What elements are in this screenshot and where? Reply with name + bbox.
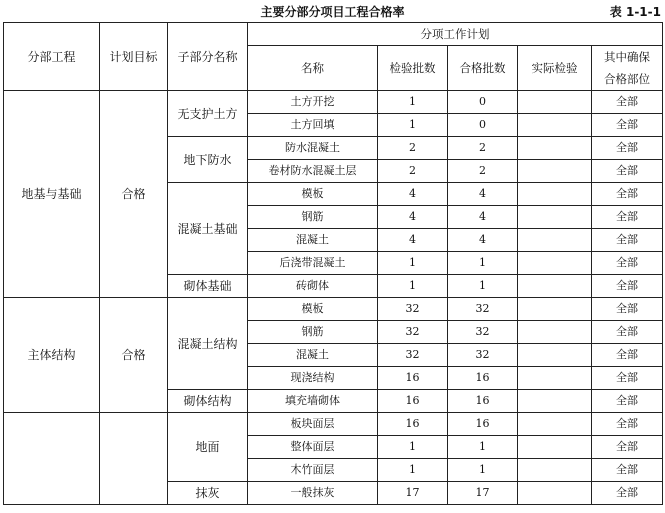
header-subdivision: 子部分名称 [168, 23, 248, 91]
subdivision-cell: 混凝土基础 [168, 183, 248, 275]
ensure-cell: 全部 [592, 206, 663, 229]
ensure-cell: 全部 [592, 298, 663, 321]
item-name-cell: 一般抹灰 [248, 482, 378, 505]
actual-cell [518, 321, 592, 344]
inspect-batches-cell: 1 [378, 91, 448, 114]
subdivision-cell: 地面 [168, 413, 248, 482]
division-cell [4, 413, 100, 505]
table-row [4, 91, 663, 114]
subdivision-cell: 无支护土方 [168, 91, 248, 137]
actual-cell [518, 459, 592, 482]
ensure-cell: 全部 [592, 114, 663, 137]
actual-cell [518, 229, 592, 252]
pass-batches-cell: 2 [448, 137, 518, 160]
subdivision-cell: 砌体结构 [168, 390, 248, 413]
header-pass-batches: 合格批数 [448, 46, 518, 91]
ensure-cell: 全部 [592, 367, 663, 390]
header-name: 名称 [248, 46, 378, 91]
ensure-cell: 全部 [592, 482, 663, 505]
target-cell: 合格 [100, 91, 168, 298]
item-name-cell: 土方回填 [248, 114, 378, 137]
subdivision-cell: 抹灰 [168, 482, 248, 505]
inspect-batches-cell: 16 [378, 367, 448, 390]
ensure-cell: 全部 [592, 160, 663, 183]
actual-cell [518, 344, 592, 367]
item-name-cell: 模板 [248, 298, 378, 321]
target-cell: 合格 [100, 298, 168, 413]
item-name-cell: 板块面层 [248, 413, 378, 436]
actual-cell [518, 252, 592, 275]
pass-batches-cell: 1 [448, 459, 518, 482]
pass-batches-cell: 16 [448, 367, 518, 390]
pass-batches-cell: 1 [448, 275, 518, 298]
ensure-cell: 全部 [592, 390, 663, 413]
inspect-batches-cell: 4 [378, 183, 448, 206]
item-name-cell: 木竹面层 [248, 459, 378, 482]
actual-cell [518, 183, 592, 206]
pass-rate-table [3, 22, 663, 505]
pass-batches-cell: 16 [448, 413, 518, 436]
ensure-cell: 全部 [592, 252, 663, 275]
inspect-batches-cell: 4 [378, 206, 448, 229]
table-number: 表 1-1-1 [609, 5, 661, 19]
ensure-cell: 全部 [592, 436, 663, 459]
actual-cell [518, 114, 592, 137]
item-name-cell: 钢筋 [248, 321, 378, 344]
target-cell [100, 413, 168, 505]
actual-cell [518, 91, 592, 114]
actual-cell [518, 298, 592, 321]
inspect-batches-cell: 32 [378, 298, 448, 321]
actual-cell [518, 160, 592, 183]
item-name-cell: 混凝土 [248, 229, 378, 252]
ensure-cell: 全部 [592, 229, 663, 252]
item-name-cell: 砖砌体 [248, 275, 378, 298]
header-inspect-batches: 检验批数 [378, 46, 448, 91]
header-ensure [592, 46, 663, 91]
inspect-batches-cell: 1 [378, 275, 448, 298]
inspect-batches-cell: 1 [378, 436, 448, 459]
header-ensure-line2: 合格部位 [604, 72, 650, 86]
actual-cell [518, 275, 592, 298]
inspect-batches-cell: 1 [378, 114, 448, 137]
inspect-batches-cell: 2 [378, 137, 448, 160]
ensure-cell: 全部 [592, 183, 663, 206]
pass-batches-cell: 16 [448, 390, 518, 413]
ensure-cell: 全部 [592, 321, 663, 344]
subdivision-cell: 砌体基础 [168, 275, 248, 298]
header-division: 分部工程 [4, 23, 100, 91]
header-target: 计划目标 [100, 23, 168, 91]
inspect-batches-cell: 16 [378, 413, 448, 436]
pass-batches-cell: 4 [448, 229, 518, 252]
item-name-cell: 卷材防水混凝土层 [248, 160, 378, 183]
item-name-cell: 整体面层 [248, 436, 378, 459]
pass-batches-cell: 4 [448, 206, 518, 229]
subdivision-cell: 地下防水 [168, 137, 248, 183]
pass-batches-cell: 17 [448, 482, 518, 505]
inspect-batches-cell: 2 [378, 160, 448, 183]
item-name-cell: 填充墙砌体 [248, 390, 378, 413]
item-name-cell: 后浇带混凝土 [248, 252, 378, 275]
actual-cell [518, 390, 592, 413]
inspect-batches-cell: 1 [378, 252, 448, 275]
inspect-batches-cell: 32 [378, 321, 448, 344]
pass-batches-cell: 32 [448, 344, 518, 367]
actual-cell [518, 436, 592, 459]
pass-batches-cell: 1 [448, 436, 518, 459]
actual-cell [518, 413, 592, 436]
item-name-cell: 土方开挖 [248, 91, 378, 114]
pass-batches-cell: 32 [448, 298, 518, 321]
header-ensure-line1: 其中确保 [604, 50, 650, 64]
ensure-cell: 全部 [592, 137, 663, 160]
ensure-cell: 全部 [592, 413, 663, 436]
division-cell: 地基与基础 [4, 91, 100, 298]
inspect-batches-cell: 32 [378, 344, 448, 367]
division-cell: 主体结构 [4, 298, 100, 413]
inspect-batches-cell: 17 [378, 482, 448, 505]
header-row-1 [4, 23, 663, 46]
item-name-cell: 现浇结构 [248, 367, 378, 390]
ensure-cell: 全部 [592, 344, 663, 367]
item-name-cell: 混凝土 [248, 344, 378, 367]
actual-cell [518, 367, 592, 390]
inspect-batches-cell: 16 [378, 390, 448, 413]
ensure-cell: 全部 [592, 459, 663, 482]
actual-cell [518, 137, 592, 160]
table-title-bar [0, 3, 665, 19]
item-name-cell: 模板 [248, 183, 378, 206]
actual-cell [518, 482, 592, 505]
subdivision-cell: 混凝土结构 [168, 298, 248, 390]
pass-batches-cell: 4 [448, 183, 518, 206]
ensure-cell: 全部 [592, 275, 663, 298]
pass-batches-cell: 2 [448, 160, 518, 183]
table-row [4, 413, 663, 436]
inspect-batches-cell: 1 [378, 459, 448, 482]
pass-batches-cell: 0 [448, 91, 518, 114]
actual-cell [518, 206, 592, 229]
table-title: 主要分部分项目工程合格率 [260, 5, 405, 19]
pass-batches-cell: 32 [448, 321, 518, 344]
header-plan-group: 分项工作计划 [248, 23, 663, 46]
ensure-cell: 全部 [592, 91, 663, 114]
item-name-cell: 防水混凝土 [248, 137, 378, 160]
inspect-batches-cell: 4 [378, 229, 448, 252]
header-actual: 实际检验 [518, 46, 592, 91]
pass-batches-cell: 1 [448, 252, 518, 275]
table-row [4, 298, 663, 321]
pass-batches-cell: 0 [448, 114, 518, 137]
item-name-cell: 钢筋 [248, 206, 378, 229]
table-body [4, 91, 663, 505]
